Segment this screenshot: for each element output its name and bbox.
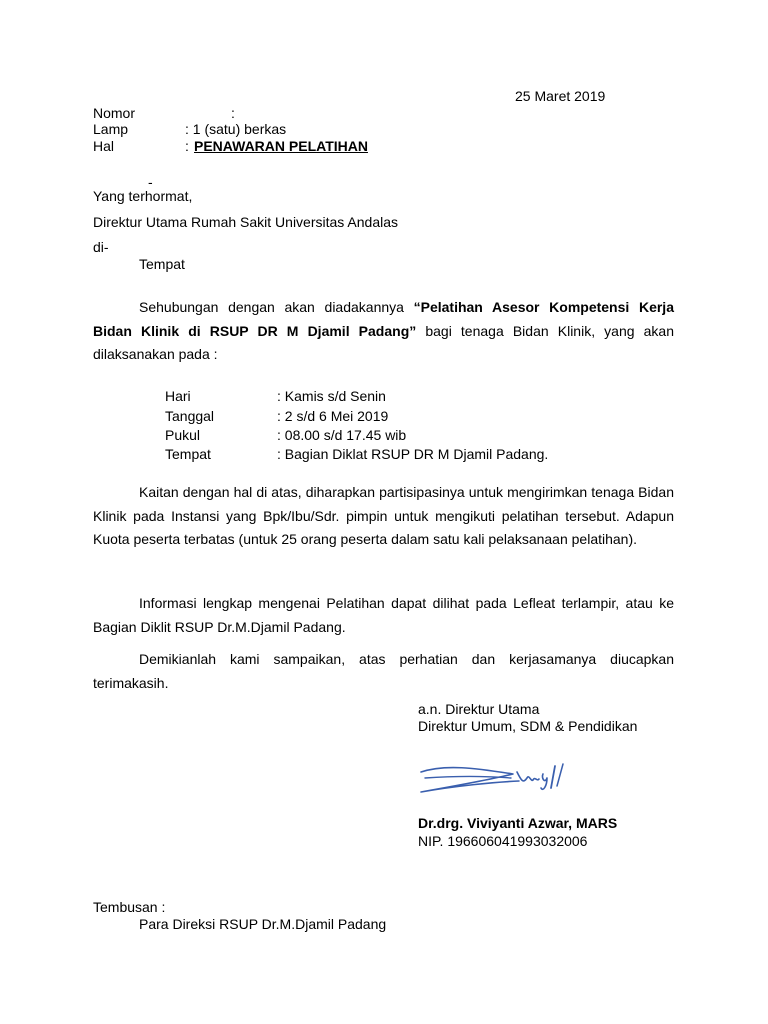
paragraph-closing: Demikianlah kami sampaikan, atas perhatian dan kerjasamanya diucapkan terimakasih. <box>93 651 674 691</box>
detail-label-tanggal: Tanggal <box>165 408 215 424</box>
tempat-label: Tempat <box>139 256 185 272</box>
handwritten-signature <box>415 752 575 802</box>
di-label: di- <box>93 239 109 255</box>
lamp-value: : 1 (satu) berkas <box>185 121 287 137</box>
intro-text: Sehubungan dengan akan diadakannya <box>139 299 414 315</box>
signatory-nip: NIP. 196606041993032006 <box>418 833 588 849</box>
recipient: Direktur Utama Rumah Sakit Universitas Andalas <box>93 214 399 230</box>
tembusan-item: Para Direksi RSUP Dr.M.Djamil Padang <box>139 916 387 932</box>
paragraph-info: Informasi lengkap mengenai Pelatihan dapat dilihat pada Lefleat terlampir, atau ke Bagian Diklit RSUP Dr.M.Djamil Padang. <box>93 595 674 635</box>
paragraph-request: Kaitan dengan hal di atas, diharapkan partisipasinya untuk mengirimkan tenaga Bidan Klinik pada Instansi yang Bpk/Ibu/Sdr. pimpin untuk mengikuti pelatihan tersebut. Adapun Kuota peserta terbatas (untuk 25 orang peserta dalam satu kali pelaksanaan pelatihan). <box>93 484 674 547</box>
tembusan-label: Tembusan : <box>93 899 166 915</box>
hal-label: Hal <box>93 138 115 154</box>
detail-label-tempat: Tempat <box>165 446 211 462</box>
hal-colon: : <box>185 138 189 154</box>
signatory-name: Dr.drg. Viviyanti Azwar, MARS <box>418 815 618 831</box>
training-title: “Pelatihan Asesor Kompetensi Kerja Bidan Klinik di RSUP DR M Djamil Padang” <box>93 299 674 339</box>
greeting: Yang terhormat, <box>93 188 193 204</box>
letter-date: 25 Maret 2019 <box>515 88 606 104</box>
nomor-colon: : <box>231 105 235 121</box>
nomor-label: Nomor <box>93 105 136 121</box>
signature-line1: a.n. Direktur Utama <box>418 701 540 717</box>
detail-label-hari: Hari <box>165 388 191 404</box>
detail-label-pukul: Pukul <box>165 427 201 443</box>
hal-value: PENAWARAN PELATIHAN <box>194 138 368 154</box>
signature-line2: Direktur Umum, SDM & Pendidikan <box>418 718 638 734</box>
dash-mark: - <box>148 174 153 190</box>
paragraph-intro <box>93 296 674 367</box>
lamp-label: Lamp <box>93 121 129 137</box>
detail-value-tanggal: : 2 s/d 6 Mei 2019 <box>277 408 389 424</box>
detail-value-hari: : Kamis s/d Senin <box>277 388 386 404</box>
intro-rest: bagi tenaga Bidan Klinik, yang akan dilaksanakan pada : <box>93 322 674 362</box>
detail-value-tempat: : Bagian Diklat RSUP DR M Djamil Padang. <box>277 446 549 462</box>
detail-value-pukul: : 08.00 s/d 17.45 wib <box>277 427 407 443</box>
